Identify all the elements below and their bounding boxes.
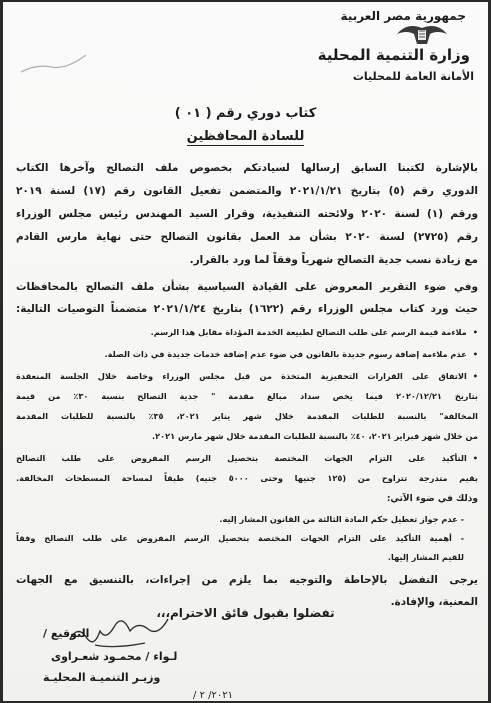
recommendation-item-cont: المخالفة" بالنسبة للطلبات المقدمة خلال شهر يناير ٢٠٢١، ٣٥٪ بالنسبة للطلبات المقدمة — [16, 411, 478, 421]
p1-line: ورقم (١) لسنة ٢٠٢٠ ولائحته التنفيذية، وقرار السيد المهندس رئيس مجلس الوزراء — [16, 208, 479, 220]
handwritten-mark-icon — [11, 12, 146, 92]
p4-line: يرجى التفضل بالإحاطة والتوجيه بما يلزم من إجراءات، بالتنسيق مع الجهات — [16, 574, 478, 586]
signatory-position: وزيـر التنميـة المحليـة — [43, 671, 161, 684]
document-date: ٢٠٢١/ ٢ / — [193, 690, 233, 701]
p1-line: الدوري رقم (٥) بتاريخ ٢٠٢١/١/٢١ والمتضمن تفعيل القانون رقم (١٧) لسنة ٢٠١٩ — [16, 185, 478, 197]
eagle-emblem-icon — [392, 20, 452, 46]
signature-label: التوقيع / — [43, 627, 90, 640]
recommendation-item-cont: بقيم متدرجة تتراوح من (١٢٥ جنيها وحتى ٥٠٠٠ جنيه) طبقاً لمساحة المسطحات المخالفة. — [16, 473, 478, 483]
p3-item: - أهمية التأكيد على التزام الجهات المختصة بتحصيل الرسم المفروض على طلب التصالح وفقاً — [16, 533, 464, 543]
document-page — [3, 2, 488, 701]
p3-heading: وذلك في ضوء الآتي: — [386, 494, 478, 504]
recommendation-item: • التأكيد على التزام الجهات المختصة بتحصيل الرسم المفروض على طلب التصالح — [16, 453, 478, 463]
p1-line: مع زيادة نسب جدية التصالح شهرياً وفقاً لما ورد بالقرار. — [189, 254, 478, 266]
p1-line: رقم (٢٧٢٥) لسنة ٢٠٢٠ بشأن مد العمل بقانون التصالح حتى نهاية مارس القادم — [16, 231, 478, 243]
closing: تفضلوا بقبول فائق الاحترام،،، — [156, 606, 335, 620]
p1-line: بالإشارة لكتبنا السابق إرسالها لسيادتكم بخصوص ملف التصالح وآخرها الكتاب — [16, 162, 478, 174]
p2-line: حيث ورد كتاب مجلس الوزراء رقم (١٦٢٢) بتاريخ ٢٠٢١/١/٢٤ متضمناً التوصيات التالية: — [16, 303, 478, 315]
recommendation-item-cont: من خلال شهر فبراير ٢٠٢١، ٤٠٪ بالنسبة للطلبات المقدمة خلال شهر مارس ٢٠٢١. — [152, 431, 478, 441]
p4-line: المعنية، والإفادة. — [390, 596, 478, 608]
addressee — [3, 129, 488, 144]
circular-number: كتاب دوري رقم ( ٠١ ) — [174, 106, 317, 121]
p3-item: - عدم جواز تعطيل حكم المادة الثالثة من القانون المشار إليه. — [219, 514, 464, 524]
header-ministry: وزارة التنمية المحلية — [317, 46, 470, 64]
recommendation-item: • الاتفاق على القرارات التحفيزية المتخذة من قبل مجلس الوزراء وخاصة خلال الجلسة المنعقدة — [16, 371, 478, 381]
recommendation-item-cont: بتاريخ ٢٠٢٠/١٢/٢١ فيما يخص سداد مبالغ مقدمة " جدية التصالح بنسبة ٣٠٪ من قيمة — [16, 391, 478, 401]
header-country: جمهورية مصر العربية — [340, 9, 466, 23]
p2-line: وفي ضوء التقرير المعروض على القيادة السياسية بشأن ملف التصالح بالمحافظات — [16, 281, 478, 293]
recommendation-item: • ملاءمة قيمة الرسم على طلب التصالح لطبيعة الخدمة المؤداة مقابل هذا الرسم. — [16, 327, 478, 337]
header-secretariat: الأمانة العامة للمحليات — [352, 70, 474, 83]
signatory-name: لـواء / محمـود شعـراوى — [51, 650, 178, 663]
addressee-text: للسادة المحافظين — [186, 129, 305, 144]
recommendation-item: • عدم ملاءمة إضافة رسوم جديدة بالقانون في ضوء عدم إضافة خدمات جديدة في ذات الصلة. — [16, 349, 478, 359]
p3-item: للقيم المشار إليها. — [387, 552, 464, 562]
